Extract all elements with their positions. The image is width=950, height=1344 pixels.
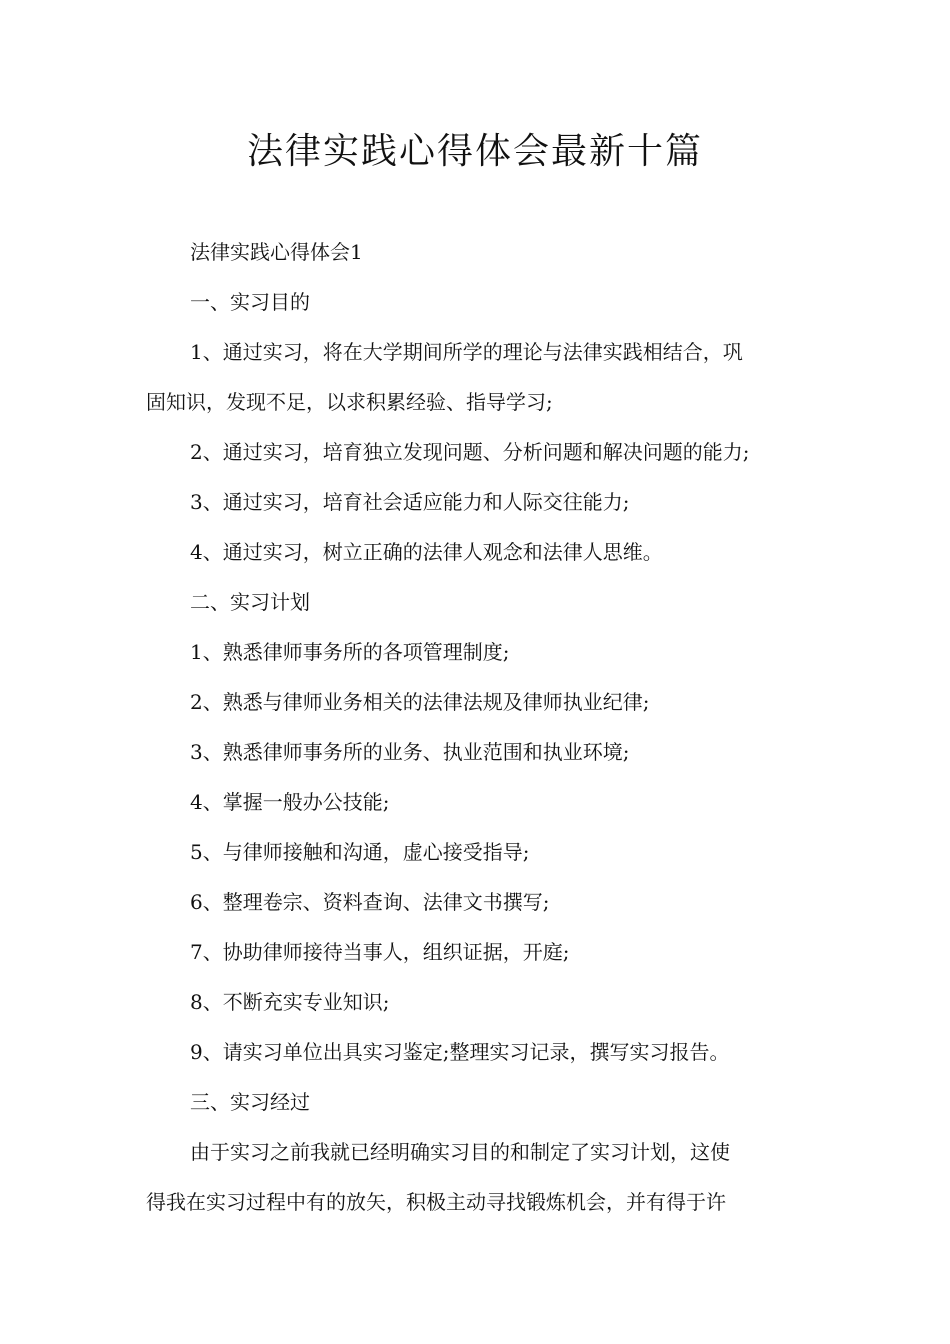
- body-line: 5、与律师接触和沟通，虚心接受指导;: [190, 840, 530, 864]
- body-line: 2、通过实习，培育独立发现问题、分析问题和解决问题的能力;: [190, 440, 750, 464]
- body-line: 4、掌握一般办公技能;: [190, 790, 390, 814]
- body-line: 3、通过实习，培育社会适应能力和人际交往能力;: [190, 490, 630, 514]
- body-line: 固知识，发现不足，以求积累经验、指导学习;: [146, 390, 553, 414]
- body-line: 1、熟悉律师事务所的各项管理制度;: [190, 640, 510, 664]
- body-line: 二、实习计划: [190, 590, 310, 614]
- body-line: 6、整理卷宗、资料查询、法律文书撰写;: [190, 890, 550, 914]
- body-line: 8、不断充实专业知识;: [190, 990, 390, 1014]
- body-line: 2、熟悉与律师业务相关的法律法规及律师执业纪律;: [190, 690, 650, 714]
- body-line: 三、实习经过: [190, 1090, 310, 1114]
- document-body: [146, 227, 818, 1227]
- body-line: 7、协助律师接待当事人，组织证据，开庭;: [190, 940, 570, 964]
- body-line: 得我在实习过程中有的放矢，积极主动寻找锻炼机会，并有得于许: [146, 1190, 726, 1214]
- body-line: 4、通过实习，树立正确的法律人观念和法律人思维。: [190, 540, 663, 564]
- body-line: 9、请实习单位出具实习鉴定;整理实习记录，撰写实习报告。: [190, 1040, 730, 1064]
- document-title: 法律实践心得体会最新十篇: [246, 131, 703, 172]
- body-line: 3、熟悉律师事务所的业务、执业范围和执业环境;: [190, 740, 630, 764]
- body-line: 1、通过实习，将在大学期间所学的理论与法律实践相结合，巩: [190, 340, 743, 364]
- body-line: 一、实习目的: [190, 290, 310, 314]
- body-line: 由于实习之前我就已经明确实习目的和制定了实习计划，这使: [190, 1140, 730, 1164]
- body-line: 法律实践心得体会1: [190, 240, 363, 264]
